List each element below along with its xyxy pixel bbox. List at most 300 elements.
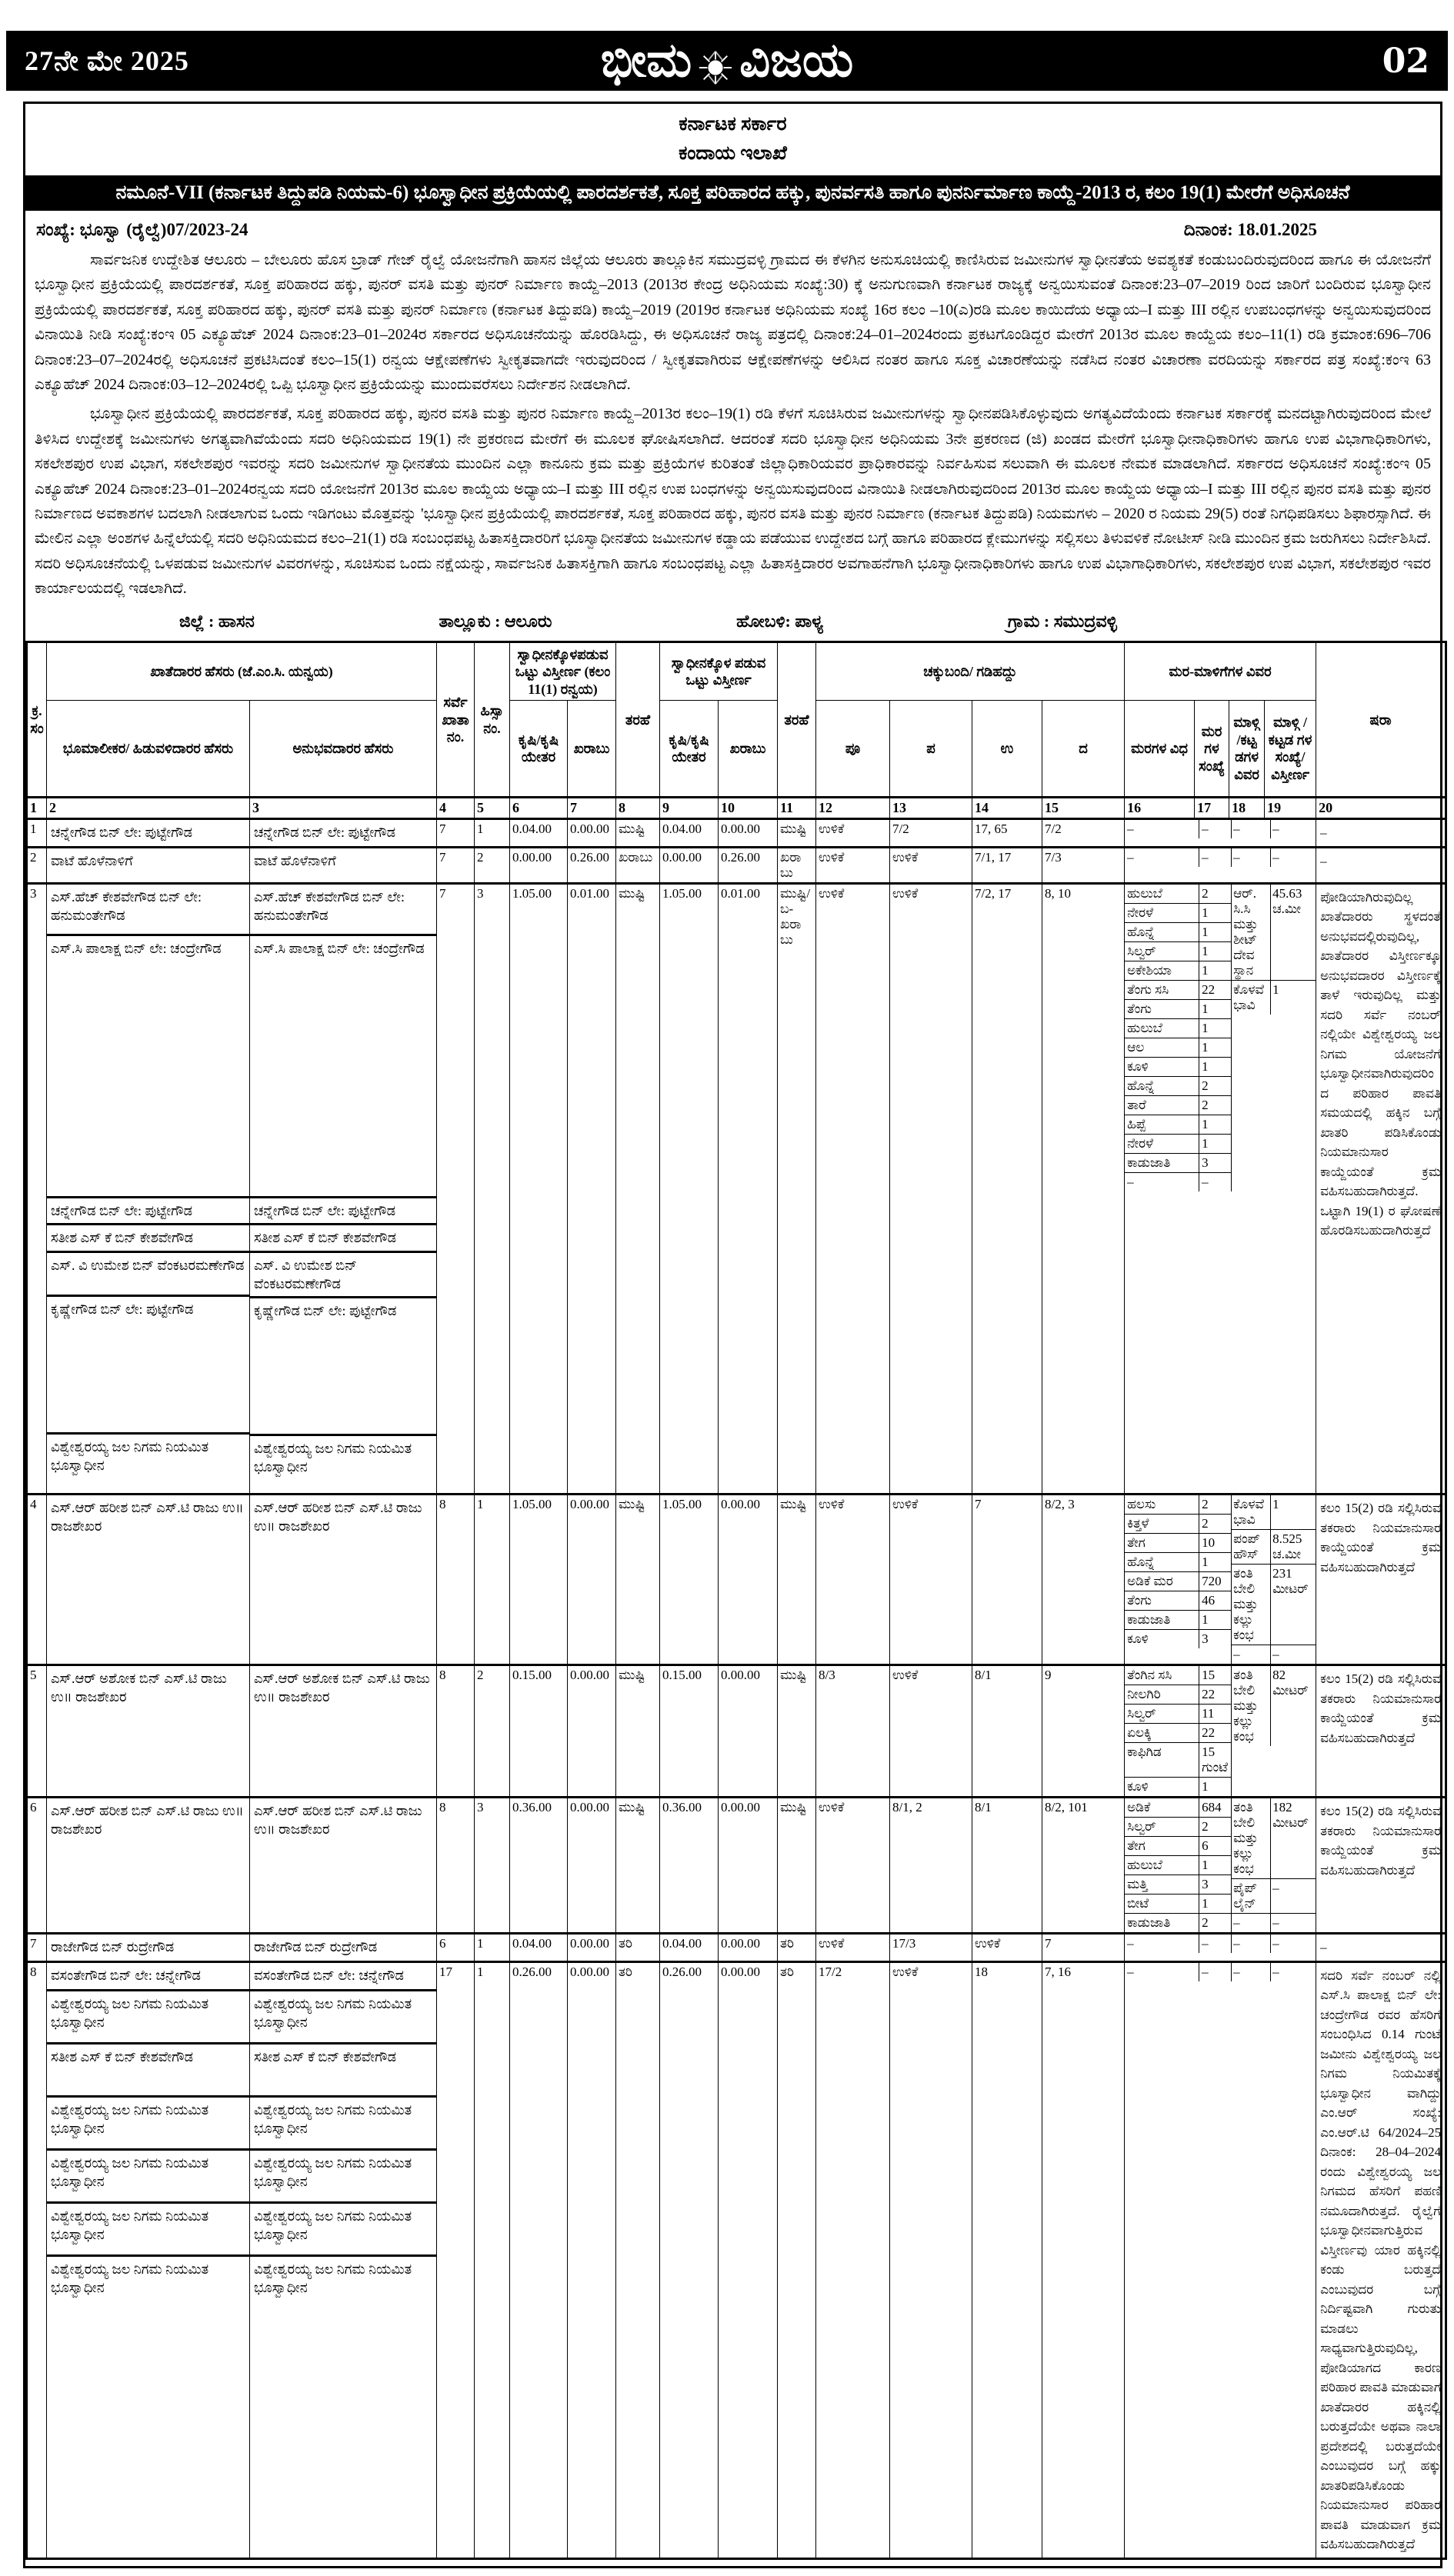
owner-name: ವಿಶ್ವೇಶ್ವರಯ್ಯ ಜಲ ನಿಗಮ ನಿಯಮಿತ ಭೂಸ್ವಾಧೀನ (47, 2201, 249, 2254)
cell-type1: ಮುಷ್ಟಿ (616, 1798, 660, 1934)
tree-kind: ಸಿಲ್ವರ್ (1125, 1705, 1199, 1723)
body-paragraph-1: ಸಾರ್ವಜನಿಕ ಉದ್ದೇಶಿತ ಆಲೂರು – ಬೇಲೂರು ಹೊಸ ಬ್ರಾಡ್ ಗೇಜ್ ರೈಲ್ವೆ ಯೋಜನೆಗಾಗಿ ಹಾಸನ ಜಿಲ್ಲೆಯ ಆಲೂರು ತಾಲ್ಲೂಕಿನ ಸಮುದ್ರವಳ್ಳಿ ಗ್ರಾಮದ ಈ ಕೆಳಗಿನ ಅನುಸೂಚಿಯಲ್ಲಿ ಕಾಣಿಸಿರುವ ಜಮೀನುಗಳ ಸ್ವಾಧೀನತೆಯ ಅವಶ್ಯಕತೆ ಕಂಡುಬಂದಿರುವುದರಿಂದ ಹಾಗೂ ಈ ಯೋಜನೆಗೆ ಭೂಸ್ವಾಧೀನ ಪ್ರಕ್ರಿಯೆಯಲ್ಲಿ ಪಾರದರ್ಶಕತೆ, ಸೂಕ್ತ ಪರಿಹಾರದ ಹಕ್ಕು, ಪುನರ್ ವಸತಿ ಮತ್ತು ಪುನರ್ ನಿರ್ಮಾಣ ಕಾಯ್ದೆ–2013 (2013ರ ಕೇಂದ್ರ ಅಧಿನಿಯಮ ಸಂಖ್ಯೆ:30) ಕ್ಕೆ ಅನುಗುಣವಾಗಿ ಕರ್ನಾಟಕ ರಾಜ್ಯಕ್ಕೆ ಅನ್ವಯಿಸುವಂತೆ ದಿನಾಂಕ:23–07–2019 ರಿಂದ ಜಾರಿಗೆ ಬಂದಿರುವ ಭೂಸ್ವಾಧೀನ ಪ್ರಕ್ರಿಯೆಯಲ್ಲಿ ಪಾರದರ್ಶಕತೆ, ಸೂಕ್ತ ಪರಿಹಾರದ ಹಕ್ಕು, ಪುನರ್ ವಸತಿ ಮತ್ತು ಪುನರ್ ನಿರ್ಮಾಣ (ಕರ್ನಾಟಕ ತಿದ್ದುಪಡಿ) ಕಾಯ್ದೆ–2019 (2019ರ ಕರ್ನಾಟಕ ಅಧಿನಿಯಮ ಸಂಖ್ಯೆ 16ರ ಕಲಂ –10(ಎ)ರಡಿ ಮೂಲ ಕಾಯಿದೆಯ ಅಧ್ಯಾಯ–I ಮತ್ತು III ರಲ್ಲಿನ ಉಪಬಂಧಗಳನ್ನು ಅನ್ವಯಿಸುವುದರಿಂದ ವಿನಾಯಿತಿ ನೀಡಿ ಸಂಖ್ಯೆ:ಕಂಇ 05 ಎಕ್ಯೂಹೆಚ್ 2024 ದಿನಾಂಕ:23–01–2024ರ ಸರ್ಕಾರದ ಅಧಿಸೂಚನೆಯನ್ನು ಹೊರಡಿಸಿದ್ದು, ಈ ಅಧಿಸೂಚನೆ ರಾಜ್ಯ ಪತ್ರದಲ್ಲಿ ದಿನಾಂಕ:24–01–2024ರಂದು ಪ್ರಕಟಗೊಂಡಿದ್ದರ ಮೇರೆಗೆ 2013ರ ಮೂಲ ಕಾಯ್ದೆಯ ಕಲಂ–11(1) ರಡಿ ಕ್ರಮಾಂಕ:696–706 ದಿನಾಂಕ:23–07–2024ರಲ್ಲಿ ಅಧಿಸೂಚನೆ ಪ್ರಕಟಿಸಿದಂತೆ ಕಲಂ–15(1) ರನ್ವಯ ಆಕ್ಷೇಪಣೆಗಳು ಸ್ವೀಕೃತವಾಗದೇ ಇರುವುದರಿಂದ / ಸ್ವೀಕೃತವಾಗಿರುವ ಆಕ್ಷೇಪಣೆಗಳನ್ನು ಆಲಿಸಿದ ನಂತರ ಹಾಗೂ ಸೂಕ್ತ ವಿಚಾರಣೆಯನ್ನು ನಡೆಸಿದ ನಂತರ ವಿಚಾರಣಾ ವರದಿಯನ್ನು ಸರ್ಕಾರದ ಪತ್ರ ಸಂಖ್ಯೆ:ಕಂಇ 63 ಎಕ್ಯೂಹೆಚ್ 2024 ದಿನಾಂಕ:03–12–2024ರಲ್ಲಿ ಒಪ್ಪಿ ಭೂಸ್ವಾಧೀನ ಪ್ರಕ್ರಿಯೆಯನ್ನು ಮುಂದುವರೆಸಲು ನಿರ್ದೇಶನ ನೀಡಲಾಗಿದೆ. (35, 252, 1431, 393)
tree-row (1125, 1095, 1231, 1115)
tree-row (1125, 1552, 1231, 1571)
cell-remarks: – (1316, 1934, 1446, 1962)
tree-row (1125, 1514, 1231, 1533)
header-owner: ಭೂಮಾಲೀಕರ/ ಹಿಡುವಳಿದಾರರ ಹೆಸರು (47, 701, 250, 798)
occupant-name: ಚನ್ನೇಗೌಡ ಬಿನ್ ಲೇ: ಪುಟ್ಟೇಗೌಡ (254, 825, 396, 841)
title-word-left: ಭೀಮ (600, 34, 692, 87)
column-number: 9 (660, 798, 719, 819)
tree-kind: – (1125, 820, 1199, 838)
notification-date: ದಿನಾಂಕ: 18.01.2025 (1183, 220, 1317, 239)
structure-row (1232, 1913, 1316, 1932)
cell-type2: ಮುಷ್ಟಿ (778, 819, 816, 848)
notification-document (23, 102, 1442, 2568)
tree-count: 3 (1202, 1155, 1209, 1170)
structure-value: 182 ಮೀಟರ್ (1272, 1800, 1309, 1831)
column-number: 12 (816, 798, 890, 819)
table-row (27, 1798, 1446, 1934)
cell-sl: 6 (27, 1798, 47, 1934)
cell-survey: 8 (437, 1665, 475, 1798)
tree-kind: ನೇರಳೆ (1125, 1135, 1199, 1153)
cell-ext2-kharab: 0.00.00 (719, 1665, 778, 1798)
tree-kind: ಹುಲುಬೆ (1125, 1856, 1199, 1875)
header-struct-kind: ಮಾಳ್ಗಿ /ಕಟ್ಟ ಡಗಳ ವಿವರ (1229, 701, 1265, 798)
cell-north: 18 (972, 1961, 1042, 2558)
tree-row (1125, 1798, 1231, 1817)
tree-kind: ಕಾಡುಜಾತಿ (1125, 1611, 1199, 1629)
cell-ext1-agri: 0.04.00 (510, 1934, 568, 1962)
cell-west: 17/3 (890, 1934, 972, 1962)
structure-kind: ತಂತಿ ಬೇಲಿ ಮತ್ತು ಕಲ್ಲು ಕಂಭ (1232, 1565, 1271, 1645)
tree-count: 1 (1202, 1001, 1209, 1016)
column-number: 5 (475, 798, 510, 819)
cell-sl: 8 (27, 1961, 47, 2558)
cell-owner (47, 1798, 250, 1934)
column-number: 11 (778, 798, 816, 819)
header-boundaries-group: ಚಕ್ಕುಬಂದಿ/ ಗಡಿಹದ್ದು (816, 642, 1125, 701)
tree-row (1125, 1855, 1231, 1875)
cell-owner (47, 1961, 250, 2558)
structures-column (1232, 1934, 1316, 1953)
cell-hissa: 1 (475, 1934, 510, 1962)
trees-column (1125, 1666, 1232, 1796)
cell-remarks: ಕಲಂ 15(2) ರಡಿ ಸಲ್ಲಿಸಿರುವ ತಕರಾರು ನಿಯಮಾನುಸಾರ ಕಾಯ್ದೆಯಂತೆ ಕ್ರಮ ವಹಿಸಬಹುದಾಗಿರುತ್ತದೆ (1316, 1798, 1446, 1934)
cell-north: 7/1, 17 (972, 847, 1042, 883)
header-west: ಪ (890, 701, 972, 798)
cell-sl: 4 (27, 1495, 47, 1665)
cell-east: 17/2 (816, 1961, 890, 2558)
cell-type2: ಮುಷ್ಟಿ (778, 1495, 816, 1665)
tree-row (1125, 885, 1231, 903)
cell-north: 17, 65 (972, 819, 1042, 848)
tree-kind: ಸಿಲ್ವರ್ (1125, 1818, 1199, 1836)
tree-kind: ಕೂಳಿ (1125, 1778, 1199, 1796)
cell-west: ಉಳಿಕೆ (890, 883, 972, 1494)
trees-structures-grid (1125, 1666, 1316, 1796)
occupant-name: ವಾಟೆ ಹೊಳೆನಾಳಿಗೆ (254, 852, 336, 868)
structure-value: 82 ಮೀಟರ್ (1272, 1668, 1309, 1698)
column-number: 15 (1042, 798, 1125, 819)
district-value: ಜಿಲ್ಲೆ : ಹಾಸನ (179, 612, 255, 632)
cell-type2: ಮುಷ್ಟಿ (778, 1665, 816, 1798)
column-number: 6 (510, 798, 568, 819)
cell-west: ಉಳಿಕೆ (890, 1961, 972, 2558)
tree-kind: ಸಿಲ್ವರ್ (1125, 942, 1199, 961)
structures-column (1232, 848, 1316, 867)
tree-kind: ಹಿಪ್ಪೆ (1125, 1115, 1199, 1134)
cell-ext1-kharab: 0.00.00 (568, 1934, 616, 1962)
tree-count: 46 (1202, 1593, 1216, 1608)
tree-count: 1 (1202, 1058, 1209, 1074)
structures-column (1232, 885, 1316, 1191)
cell-west: ಉಳಿಕೆ (890, 847, 972, 883)
cell-trees-structures (1125, 1961, 1316, 2558)
cell-type2: ಮುಷ್ಟಿ (778, 1798, 816, 1934)
tree-kind: ಕೂಳಿ (1125, 1630, 1199, 1648)
trees-column (1125, 820, 1232, 838)
cell-type1: ತರಿ (616, 1934, 660, 1962)
cell-north: 8/1 (972, 1798, 1042, 1934)
structure-kind: ತಂತಿ ಬೇಲಿ ಮತ್ತು ಕಲ್ಲು ಕಂಭ (1232, 1666, 1271, 1746)
tree-count: – (1202, 821, 1209, 837)
owner-name: ವಿಶ್ವೇಶ್ವರಯ್ಯ ಜಲ ನಿಗಮ ನಿಯಮಿತ ಭೂಸ್ವಾಧೀನ (47, 2095, 249, 2148)
occupant-name: ಸತೀಶ ಎಸ್ ಕೆ ಬಿನ್ ಕೇಶವೇಗೌಡ (250, 1223, 436, 1250)
tree-row (1125, 820, 1231, 838)
tree-count: 2 (1202, 1497, 1209, 1512)
structure-kind: – (1232, 1914, 1271, 1932)
tree-count: 11 (1202, 1706, 1215, 1721)
trees-structures-grid (1125, 1798, 1316, 1932)
cell-east: 8/3 (816, 1665, 890, 1798)
structure-value: – (1272, 1936, 1279, 1951)
structure-row (1232, 1934, 1316, 1953)
column-number: 8 (616, 798, 660, 819)
cell-type2: ಮುಷ್ಟಿ/ ಬ- ಖರಾಬು (778, 883, 816, 1494)
tree-kind: – (1125, 1934, 1199, 1953)
tree-row (1125, 980, 1231, 999)
structure-kind: ಕೊಳವೆ ಭಾವಿ (1232, 981, 1271, 1015)
department-title: ಕಂದಾಯ ಇಲಾಖೆ (679, 142, 787, 164)
structures-column (1232, 1798, 1316, 1932)
structures-column (1232, 1666, 1316, 1796)
tree-count: 22 (1202, 1725, 1216, 1741)
trees-column (1125, 1963, 1232, 1981)
tree-row (1125, 1894, 1231, 1913)
cell-owner (47, 847, 250, 883)
cell-sl: 3 (27, 883, 47, 1494)
newspaper-masthead (6, 31, 1448, 91)
structure-row (1232, 1564, 1316, 1645)
tree-row (1125, 1571, 1231, 1591)
tree-row (1125, 941, 1231, 961)
tree-row (1125, 1115, 1231, 1134)
structure-row (1232, 1529, 1316, 1564)
tree-row (1125, 1610, 1231, 1629)
tree-kind: ಅಕೇಶಿಯಾ (1125, 961, 1199, 980)
cell-east: ಉಳಿಕೆ (816, 883, 890, 1494)
tree-kind: ಅಡಿಕೆ ಮರ (1125, 1572, 1199, 1591)
tree-count: – (1202, 849, 1209, 865)
occupant-name: ಕೃಷ್ಣೇಗೌಡ ಬಿನ್ ಲೇ: ಪುಟ್ಟೇಗೌಡ (250, 1296, 436, 1434)
tree-count: 2 (1202, 1516, 1209, 1531)
cell-west: 7/2 (890, 819, 972, 848)
owner-name: ಸತೀಶ ಎಸ್ ಕೆ ಬಿನ್ ಕೇಶವೇಗೌಡ (47, 2042, 249, 2095)
cell-south: 8/2, 3 (1042, 1495, 1125, 1665)
tree-count: 6 (1202, 1838, 1209, 1854)
tree-kind: ಹುಲುಬೆ (1125, 885, 1199, 903)
cell-ext1-agri: 1.05.00 (510, 883, 568, 1494)
owner-name: ಕೃಷ್ಣೇಗೌಡ ಬಿನ್ ಲೇ: ಪುಟ್ಟೇಗೌಡ (47, 1295, 249, 1432)
structure-value: 1 (1272, 981, 1279, 997)
land-table-body (27, 798, 1446, 2558)
structure-row (1232, 848, 1316, 867)
header-ext1-group: ಸ್ವಾಧೀನಕ್ಕೊಳಪಡುವ ಒಟ್ಟು ವಿಸ್ತೀರ್ಣ (ಕಲಂ 11(1) ರನ್ವಯ) (510, 642, 616, 701)
cell-ext2-kharab: 0.00.00 (719, 1495, 778, 1665)
header-type1: ತರಹೆ (616, 642, 660, 798)
header-ext1-agri: ಕೃಷಿ/ಕೃಷಿ ಯೇತರ (510, 701, 568, 798)
page-number: 02 (1382, 41, 1429, 81)
owner-name: ವಿಶ್ವೇಶ್ವರಯ್ಯ ಜಲ ನಿಗಮ ನಿಯಮಿತ ಭೂಸ್ವಾಧೀನ (47, 1432, 249, 1491)
cell-remarks: ಸದರಿ ಸರ್ವೆ ನಂಬರ್ ನಲ್ಲಿ ಎಸ್.ಸಿ ಪಾಲಾಕ್ಷ ಬಿನ್ ಲೇ: ಚಂದ್ರೇಗೌಡ ರವರ ಹೆಸರಿಗೆ ಸಂಬಂಧಿಸಿದ 0.14 ಗುಂಟೆ ಜಮೀನು ವಿಶ್ವೇಶ್ವರಯ್ಯ ಜಲ ನಿಗಮ ನಿಯಮಿತಕ್ಕೆ ಭೂಸ್ವಾಧೀನ ವಾಗಿದ್ದು ಎಂ.ಆರ್ ಸಂಖ್ಯೆ: ಎಂ.ಆರ್.ಟಿ 64/2024–25 ದಿನಾಂಕ: 28–04–2024 ರಂದು ವಿಶ್ವೇಶ್ವರಯ್ಯ ಜಲ ನಿಗಮದ ಹೆಸರಿಗೆ ಪಹಣಿ ನಮೂದಾಗಿರುತ್ತದೆ. ರೈಲ್ವೆಗೆ ಭೂಸ್ವಾಧೀನವಾಗುತ್ತಿರುವ ವಿಸ್ತೀರ್ಣವು ಯಾರ ಹಕ್ಕಿನಲ್ಲಿ ಕಂಡು ಬರುತ್ತದೆ ಎಂಬುವುದರ ಬಗ್ಗೆ ನಿರ್ದಿಷ್ಟವಾಗಿ ಗುರುತು ಮಾಡಲು ಸಾಧ್ಯವಾಗುತ್ತಿರುವುದಿಲ್ಲ, ಪೋಡಿಯಾಗದ ಕಾರಣ ಪರಿಹಾರ ಪಾವತಿ ಮಾಡುವಾಗ ಖಾತೆದಾರರ ಹಕ್ಕಿನಲ್ಲಿ ಬರುತ್ತದೆಯೇ ಅಥವಾ ನಾಲಾ ಪ್ರದೇಶದಲ್ಲಿ ಬರುತ್ತದೆಯೇ ಎಂಬುವುದರ ಬಗ್ಗೆ ಹಕ್ಕು ಖಾತರಿಪಡಿಸಿಕೊಂಡು ನಿಯಮಾನುಸಾರ ಪರಿಹಾರ ಪಾವತಿ ಮಾಡುವಾಗ ಕ್ರಮ ವಹಿಸಬಹುದಾಗಿರುತ್ತದೆ (1316, 1961, 1446, 2558)
tree-row (1125, 999, 1231, 1018)
tree-kind: ಕಾಡುಜಾತಿ (1125, 1914, 1199, 1932)
cell-sl: 1 (27, 819, 47, 848)
tree-count: 10 (1202, 1535, 1216, 1551)
tree-row (1125, 1666, 1231, 1685)
cell-type2: ಖರಾಬು (778, 847, 816, 883)
tree-count: 1 (1202, 1555, 1209, 1570)
trees-structures-grid (1125, 820, 1316, 838)
cell-sl: 5 (27, 1665, 47, 1798)
cell-remarks: ಕಲಂ 15(2) ರಡಿ ಸಲ್ಲಿಸಿರುವ ತಕರಾರು ನಿಯಮಾನುಸಾರ ಕಾಯ್ದೆಯಂತೆ ಕ್ರಮ ವಹಿಸಬಹುದಾಗಿರುತ್ತದೆ (1316, 1495, 1446, 1665)
tree-count: 1 (1202, 1858, 1209, 1873)
cell-occupant (250, 1495, 437, 1665)
cell-survey: 17 (437, 1961, 475, 2558)
tree-count: 1 (1202, 962, 1209, 978)
structure-value: 231 ಮೀಟರ್ (1272, 1566, 1309, 1597)
column-number: 3 (250, 798, 437, 819)
tree-row (1125, 1704, 1231, 1723)
tree-row (1125, 1038, 1231, 1057)
tree-kind: ತೆಂಗಿನ ಸಸಿ (1125, 1666, 1199, 1685)
tree-kind: ನೇರಳೆ (1125, 904, 1199, 922)
cell-trees-structures (1125, 1934, 1316, 1962)
tree-count: 1 (1202, 1020, 1209, 1035)
tree-row (1125, 1723, 1231, 1742)
structure-row (1232, 885, 1316, 980)
government-title: ಕರ್ನಾಟಕ ಸರ್ಕಾರ (679, 114, 787, 135)
occupant-name: ಎಸ್.ಹೆಚ್ ಕೇಶವೇಗೌಡ ಬಿನ್ ಲೇ: ಹನುಮಂತೇಗೌಡ (254, 888, 405, 924)
column-number: 19 (1265, 798, 1316, 819)
cell-east: ಉಳಿಕೆ (816, 819, 890, 848)
occupant-name: ವಿಶ್ವೇಶ್ವರಯ್ಯ ಜಲ ನಿಗಮ ನಿಯಮಿತ ಭೂಸ್ವಾಧೀನ (250, 2148, 436, 2201)
table-row (27, 1665, 1446, 1798)
tree-row (1125, 1018, 1231, 1038)
tree-row (1125, 1153, 1231, 1172)
cell-ext1-agri: 1.05.00 (510, 1495, 568, 1665)
header-ext2-group: ಸ್ವಾಧೀನಕ್ಕೊಳ ಪಡುವ ಒಟ್ಟು ವಿಸ್ತೀರ್ಣ (660, 642, 778, 701)
cell-remarks: ಕಲಂ 15(2) ರಡಿ ಸಲ್ಲಿಸಿರುವ ತಕರಾರು ನಿಯಮಾನುಸಾರ ಕಾಯ್ದೆಯಂತೆ ಕ್ರಮ ವಹಿಸಬಹುದಾಗಿರುತ್ತದೆ (1316, 1665, 1446, 1798)
cell-occupant (250, 1665, 437, 1798)
structure-kind: – (1232, 848, 1271, 867)
issue-date: 27ನೇ ಮೇ 2025 (25, 45, 189, 76)
cell-hissa: 2 (475, 1665, 510, 1798)
header-ext1-kharab: ಖರಾಬು (568, 701, 616, 798)
cell-type1: ತರಿ (616, 1961, 660, 2558)
sun-wheel-icon (698, 43, 733, 78)
cell-occupant (250, 883, 437, 1494)
tree-kind: ಕಿತ್ತಳೆ (1125, 1515, 1199, 1533)
cell-ext2-kharab: 0.00.00 (719, 819, 778, 848)
structures-column (1232, 1495, 1316, 1664)
trees-structures-grid (1125, 1963, 1316, 1981)
cell-west: ಉಳಿಕೆ (890, 1495, 972, 1665)
tree-kind: ತೆಂಗು (1125, 1591, 1199, 1610)
trees-column (1125, 1495, 1232, 1664)
cell-ext2-agri: 0.36.00 (660, 1798, 719, 1934)
trees-column (1125, 1934, 1232, 1953)
cell-trees-structures (1125, 1665, 1316, 1798)
tree-row (1125, 961, 1231, 980)
tree-row (1125, 1913, 1231, 1932)
tree-kind: – (1125, 848, 1199, 867)
cell-ext1-kharab: 0.01.00 (568, 883, 616, 1494)
table-row (27, 1934, 1446, 1962)
header-trees-group: ಮರ-ಮಾಳಿಗೆಗಳ ವಿವರ (1125, 642, 1316, 701)
cell-type1: ಮುಷ್ಟಿ (616, 1495, 660, 1665)
tree-count: 3 (1202, 1631, 1209, 1647)
cell-east: ಉಳಿಕೆ (816, 1934, 890, 1962)
structures-column (1232, 1963, 1316, 1981)
column-number: 10 (719, 798, 778, 819)
structure-row (1232, 1798, 1316, 1878)
hobli-value: ಹೋಬಳಿ: ಪಾಳ್ಯ (736, 612, 824, 632)
structure-value: 45.63 ಚ.ಮೀ (1272, 885, 1302, 916)
header-survey: ಸರ್ವೆ ಖಾತಾ ನಂ. (437, 642, 475, 798)
column-number: 7 (568, 798, 616, 819)
structure-kind: ಪೈಪ್ ಲೈನ್ (1232, 1879, 1271, 1913)
cell-ext2-agri: 0.26.00 (660, 1961, 719, 2558)
cell-ext1-kharab: 0.26.00 (568, 847, 616, 883)
occupant-name: ಎಸ್.ಆರ್ ಅಶೋಕ ಬಿನ್ ಎಸ್.ಟಿ ರಾಜು ಉ॥ ರಾಜಶೇಖರ (254, 1671, 430, 1705)
tree-kind: ಹೊನ್ನೆ (1125, 1077, 1199, 1095)
tree-row (1125, 922, 1231, 941)
cell-ext2-kharab: 0.26.00 (719, 847, 778, 883)
column-number: 1 (27, 798, 47, 819)
cell-trees-structures (1125, 1495, 1316, 1665)
cell-north: ಉಳಿಕೆ (972, 1934, 1042, 1962)
owner-name: ಸತೀಶ ಎಸ್ ಕೆ ಬಿನ್ ಕೇಶವೇಗೌಡ (47, 1223, 249, 1250)
tree-count: 1 (1202, 1896, 1209, 1911)
taluk-value: ತಾಲ್ಲೂಕು : ಆಲೂರು (439, 612, 552, 632)
cell-remarks: – (1316, 819, 1446, 848)
tree-row (1125, 1591, 1231, 1610)
body-paragraph-2: ಭೂಸ್ವಾಧೀನ ಪ್ರಕ್ರಿಯೆಯಲ್ಲಿ ಪಾರದರ್ಶಕತೆ, ಸೂಕ್ತ ಪರಿಹಾರದ ಹಕ್ಕು, ಪುನರ ವಸತಿ ಮತ್ತು ಪುನರ ನಿರ್ಮಾಣ ಕಾಯ್ದೆ–2013ರ ಕಲಂ–19(1) ರಡಿ ಕೆಳಗೆ ಸೂಚಿಸಿರುವ ಜಮೀನುಗಳನ್ನು ಸ್ವಾಧೀನಪಡಿಸಿಕೊಳ್ಳುವುದು ಅಗತ್ಯವಿದೆಯೆಂದು ಕರ್ನಾಟಕ ಸರ್ಕಾರಕ್ಕೆ ಮನದಟ್ಟಾಗಿರುವುದರಿಂದ ಮೇಲೆ ತಿಳಿಸಿದ ಉದ್ದೇಶಕ್ಕೆ ಜಮೀನುಗಳು ಅಗತ್ಯವಾಗಿವೆಯೆಂದು ಸದರಿ ಅಧಿನಿಯಮದ 19(1) ನೇ ಪ್ರಕರಣದ ಮೇರೆಗೆ ಈ ಮೂಲಕ ಘೋಷಿಸಲಾಗಿದೆ. ಆದರಂತೆ ಸದರಿ ಭೂಸ್ವಾಧೀನ ಅಧಿನಿಯಮ 3ನೇ ಪ್ರಕರಣದ (ಜಿ) ಖಂಡದ ಮೇರೆಗೆ ಭೂಸ್ವಾಧೀನಾಧಿಕಾರಿಗಳು ಹಾಗೂ ಉಪ ವಿಭಾಗಾಧಿಕಾರಿಗಳು, ಸಕಲೇಶಪುರ ಉಪ ವಿಭಾಗ, ಸಕಲೇಶಪುರ ಇವರನ್ನು ಸದರಿ ಜಮೀನುಗಳ ಸ್ವಾಧೀನತೆಯ ಮುಂದಿನ ಎಲ್ಲಾ ಕಾನೂನು ಕ್ರಮ ಮತ್ತು ಪ್ರಕ್ರಿಯೆಗಳ ಕುರಿತಂತೆ ಜಿಲ್ಲಾಧಿಕಾರಿಯವರ ಪ್ರಾಧಿಕಾರವನ್ನು ನಿರ್ವಹಿಸುವ ಸಲುವಾಗಿ ಈ ಮೂಲಕ ನೇಮಕ ಮಾಡಲಾಗಿದೆ. ಸರ್ಕಾರದ ಅಧಿಸೂಚನೆ ಸಂಖ್ಯೆ:ಕಂಇ 05 ಎಕ್ಯೂಹೆಚ್ 2024 ದಿನಾಂಕ:23–01–2024ರನ್ವಯ ಸದರಿ ಯೋಜನೆಗೆ 2013ರ ಮೂಲ ಕಾಯ್ದೆಯ ಅಧ್ಯಾಯ–I ಮತ್ತು III ರಲ್ಲಿನ ಉಪ ಬಂಧಗಳನ್ನು ಅನ್ವಯಿಸುವುದರಿಂದ ವಿನಾಯಿತಿ ನೀಡಲಾಗಿರುವುದರಿಂದ 2013ರ ಮೂಲ ಕಾಯ್ದೆಯ ಅಧ್ಯಾಯ–I ಮತ್ತು III ರಲ್ಲಿನ ಪುನರ ವಸತಿ ಮತ್ತು ಪುನರ ನಿರ್ಮಾಣದ ಅವಕಾಶಗಳ ಬದಲಾಗಿ ನೀಡಲಾಗುವ ಒಂದು ಇಡಿಗಂಟು ಮೊತ್ತವನ್ನು 'ಭೂಸ್ವಾಧೀನ ಪ್ರಕ್ರಿಯೆಯಲ್ಲಿ ಪಾರದರ್ಶಕತೆ, ಸೂಕ್ತ ಪರಿಹಾರದ ಹಕ್ಕು, ಪುನರ ವಸತಿ ಮತ್ತು ಪುನರ ನಿರ್ಮಾಣ (ಕರ್ನಾಟಕ ತಿದ್ದುಪಡಿ) ನಿಯಮಗಳು – 2020 ರ ನಿಯಮ 29(5) ರಂತೆ ನಿಗಧಿಪಡಿಸಲು ಶಿಫಾರಸ್ಸಾಗಿದೆ. ಈ ಮೇಲಿನ ಎಲ್ಲಾ ಅಂಶಗಳ ಹಿನ್ನೆಲೆಯಲ್ಲಿ ಸದರಿ ಅಧಿನಿಯಮದ ಕಲಂ–21(1) ರಡಿ ಸಂಬಂಧಪಟ್ಟ ಹಿತಾಸಕ್ತಿದಾರರಿಗೆ ಭೂಸ್ವಾಧೀನತೆಯ ಜಮೀನುಗಳ ಕಡ್ಡಾಯ ಪಡೆಯುವ ಉದ್ದೇಶದ ಬಗ್ಗೆ ಹಾಗೂ ಪರಿಹಾರದ ಕ್ಲೇಮುಗಳನ್ನು ಸಲ್ಲಿಸಲು ತಿಳುವಳಿಕೆ ನೋಟೀಸ್ ನೀಡಿ ಮುಂದಿನ ಕ್ರಮ ಜರುಗಿಸಲು ನಿರ್ದೇಶಿಸಿದೆ. ಸದರಿ ಅಧಿಸೂಚನೆಯಲ್ಲಿ ಒಳಪಡುವ ಜಮೀನುಗಳ ವಿವರಗಳನ್ನು, ಸೂಚಿಸುವ ಒಂದು ನಕ್ಷೆಯನ್ನು, ಸಾರ್ವಜನಿಕ ಹಿತಾಸಕ್ತಿಗಾಗಿ ಹಾಗೂ ಸಂಬಂಧಪಟ್ಟ ಎಲ್ಲಾ ಹಿತಾಸಕ್ತಿದಾರರ ಅವಗಾಹನೆಗಾಗಿ ಭೂಸ್ವಾಧೀನಾಧಿಕಾರಿಗಳು ಹಾಗೂ ಉಪ ವಿಭಾಗಾಧಿಕಾರಿಗಳು, ಸಕಲೇಶಪುರ ಉಪ ವಿಭಾಗ, ಸಕಲೇಶಪುರ ಇವರ ಕಾರ್ಯಾಲಯದಲ್ಲಿ ಇಡಲಾಗಿದೆ. (35, 405, 1431, 598)
header-east: ಪೂ (816, 701, 890, 798)
structure-value: – (1272, 1915, 1279, 1931)
cell-type1: ಮುಷ್ಟಿ (616, 1665, 660, 1798)
tree-count: 1 (1202, 1039, 1209, 1055)
cell-ext1-agri: 0.00.00 (510, 847, 568, 883)
header-occupant: ಅನುಭವದಾರರ ಹೆಸರು (250, 701, 437, 798)
tree-count: 1 (1202, 1779, 1209, 1795)
tree-count: 1 (1202, 1116, 1209, 1131)
owner-name: ಎಸ್.ಸಿ ಪಾಲಾಕ್ಷ ಬಿನ್ ಲೇ: ಚಂದ್ರೇಗೌಡ (47, 934, 249, 1196)
tree-count: 15 (1202, 1668, 1216, 1683)
owner-name: ಎಸ್.ಆರ್ ಹರೀಶ ಬಿನ್ ಎಸ್.ಟಿ ರಾಜು ಉ॥ ರಾಜಶೇಖರ (51, 1803, 244, 1838)
tree-count: 1 (1202, 1612, 1209, 1628)
cell-ext2-agri: 1.05.00 (660, 1495, 719, 1665)
column-number: 4 (437, 798, 475, 819)
cell-west: 8/1, 2 (890, 1798, 972, 1934)
structure-row (1232, 1495, 1316, 1529)
trees-column (1125, 885, 1232, 1191)
tree-count: – (1202, 1936, 1209, 1951)
cell-ext2-agri: 0.04.00 (660, 1934, 719, 1962)
tree-kind: ಅಡಿಕೆ (1125, 1798, 1199, 1817)
structure-value: – (1272, 1881, 1279, 1896)
cell-hissa: 1 (475, 1961, 510, 2558)
column-number: 17 (1195, 798, 1229, 819)
tree-row (1125, 1134, 1231, 1153)
occupant-name: ವಿಶ್ವೇಶ್ವರಯ್ಯ ಜಲ ನಿಗಮ ನಿಯಮಿತ ಭೂಸ್ವಾಧೀನ (250, 2254, 436, 2308)
cell-sl: 7 (27, 1934, 47, 1962)
tree-kind: ಏಲಕ್ಕಿ (1125, 1724, 1199, 1742)
tree-kind: ತೇಗ (1125, 1534, 1199, 1552)
occupant-name: ಎಸ್. ವಿ ಉಮೇಶ ಬಿನ್ ವೆಂಕಟರಮಣೇಗೌಡ (250, 1251, 436, 1297)
header-ext2-agri: ಕೃಷಿ/ಕೃಷಿ ಯೇತರ (660, 701, 719, 798)
tree-row (1125, 1963, 1231, 1981)
cell-ext1-agri: 0.15.00 (510, 1665, 568, 1798)
structure-row (1232, 1878, 1316, 1913)
tree-row (1125, 1629, 1231, 1648)
structures-column (1232, 820, 1316, 838)
cell-hissa: 2 (475, 847, 510, 883)
owner-name: ಎಸ್.ಆರ್ ಅಶೋಕ ಬಿನ್ ಎಸ್.ಟಿ ರಾಜು ಉ॥ ರಾಜಶೇಖರ (51, 1671, 227, 1705)
tree-row (1125, 1934, 1231, 1953)
column-number: 13 (890, 798, 972, 819)
cell-east: ಉಳಿಕೆ (816, 847, 890, 883)
cell-hissa: 3 (475, 1798, 510, 1934)
cell-occupant (250, 847, 437, 883)
cell-south: 7, 16 (1042, 1961, 1125, 2558)
cell-trees-structures (1125, 883, 1316, 1494)
cell-owner (47, 819, 250, 848)
tree-count: – (1202, 1964, 1209, 1979)
tree-kind: ಮತ್ತಿ (1125, 1875, 1199, 1894)
occupant-name: ಎಸ್.ಆರ್ ಹರೀಶ ಬಿನ್ ಎಸ್.ಟಿ ರಾಜು ಉ॥ ರಾಜಶೇಖರ (254, 1500, 422, 1535)
table-row (27, 1495, 1446, 1665)
tree-kind: ಹೊನ್ನೆ (1125, 1553, 1199, 1571)
cell-type2: ತರಿ (778, 1961, 816, 2558)
village-value: ಗ್ರಾಮ : ಸಮುದ್ರವಳ್ಳಿ (1007, 612, 1117, 632)
header-remarks: ಷರಾ (1316, 642, 1446, 798)
cell-ext2-kharab: 0.00.00 (719, 1961, 778, 2558)
owner-name: ಎಸ್. ವಿ ಉಮೇಶ ಬಿನ್ ವೆಂಕಟರಮಣೇಗೌಡ (47, 1251, 249, 1295)
cell-south: 7 (1042, 1934, 1125, 1962)
structure-row (1232, 1963, 1316, 1981)
structure-kind: ಆರ್. ಸಿ.ಸಿ ಮತ್ತು ಶೀಟ್ ದೇವ ಸ್ಥಾನ (1232, 885, 1271, 980)
column-number: 2 (47, 798, 250, 819)
tree-kind: ತಾರೆ (1125, 1096, 1199, 1115)
header-tree-count: ಮರ ಗಳ ಸಂಖ್ಯೆ (1195, 701, 1229, 798)
cell-type1: ಖರಾಬು (616, 847, 660, 883)
tree-count: 22 (1202, 981, 1216, 997)
cell-south: 8, 10 (1042, 883, 1125, 1494)
owner-name: ವಸಂತೇಗೌಡ ಬಿನ್ ಲೇ: ಚನ್ನೇಗೌಡ (51, 1967, 201, 1983)
occupant-name: ಸತೀಶ ಎಸ್ ಕೆ ಬಿನ್ ಕೇಶವೇಗೌಡ (250, 2042, 436, 2095)
tree-row (1125, 1076, 1231, 1095)
header-ext2-kharab: ಖರಾಬು (719, 701, 778, 798)
cell-south: 7/2 (1042, 819, 1125, 848)
tree-row (1125, 1742, 1231, 1777)
structure-kind: – (1232, 820, 1271, 838)
table-row (27, 819, 1446, 848)
cell-remarks: ಪೋಡಿಯಾಗಿರುವುದಿಲ್ಲ ಖಾತೆದಾರರು ಸ್ಥಳದಂತೆ ಅನುಭವದಲ್ಲಿರುವುದಿಲ್ಲ, ಖಾತೆದಾರರ ವಿಸ್ತೀರ್ಣಕ್ಕೂ ಅನುಭವದಾರರ ವಿಸ್ತೀರ್ಣಕ್ಕೆ ತಾಳೆ ಇರುವುದಿಲ್ಲ ಮತ್ತು ಸದರಿ ಸರ್ವೆ ನಂಬರ್ ನಲ್ಲಿಯೇ ವಿಶ್ವೇಶ್ವರಯ್ಯ ಜಲ ನಿಗಮ ಯೋಜನೆಗೆ ಭೂಸ್ವಾಧೀನವಾಗಿರುವುದರಿಂದ ಪರಿಹಾರ ಪಾವತಿ ಸಮಯದಲ್ಲಿ ಹಕ್ಕಿನ ಬಗ್ಗೆ ಖಾತರಿ ಪಡಿಸಿಕೊಂಡು ನಿಯಮಾನುಸಾರ ಕಾಯ್ದೆಯಂತೆ ಕ್ರಮ ವಹಿಸಬಹುದಾಗಿರುತ್ತದೆ. ಒಟ್ಟಾಗಿ 19(1) ರ ಘೋಷಣೆ ಹೊರಡಿಸಬಹುದಾಗಿರುತ್ತದೆ (1316, 883, 1446, 1494)
cell-ext1-agri: 0.04.00 (510, 819, 568, 848)
cell-east: ಉಳಿಕೆ (816, 1495, 890, 1665)
cell-ext2-agri: 1.05.00 (660, 883, 719, 1494)
owner-name: ರಾಜೇಗೌಡ ಬಿನ್ ರುದ್ರೇಗೌಡ (51, 1939, 175, 1955)
cell-ext2-agri: 0.15.00 (660, 1665, 719, 1798)
header-khatedar-group: ಖಾತೆದಾರರ ಹೆಸರು (ಜೆ.ಎಂ.ಸಿ. ಯನ್ವಯ) (47, 642, 437, 701)
tree-row (1125, 1057, 1231, 1076)
tree-row (1125, 1875, 1231, 1894)
location-line (25, 605, 1440, 639)
cell-trees-structures (1125, 1798, 1316, 1934)
